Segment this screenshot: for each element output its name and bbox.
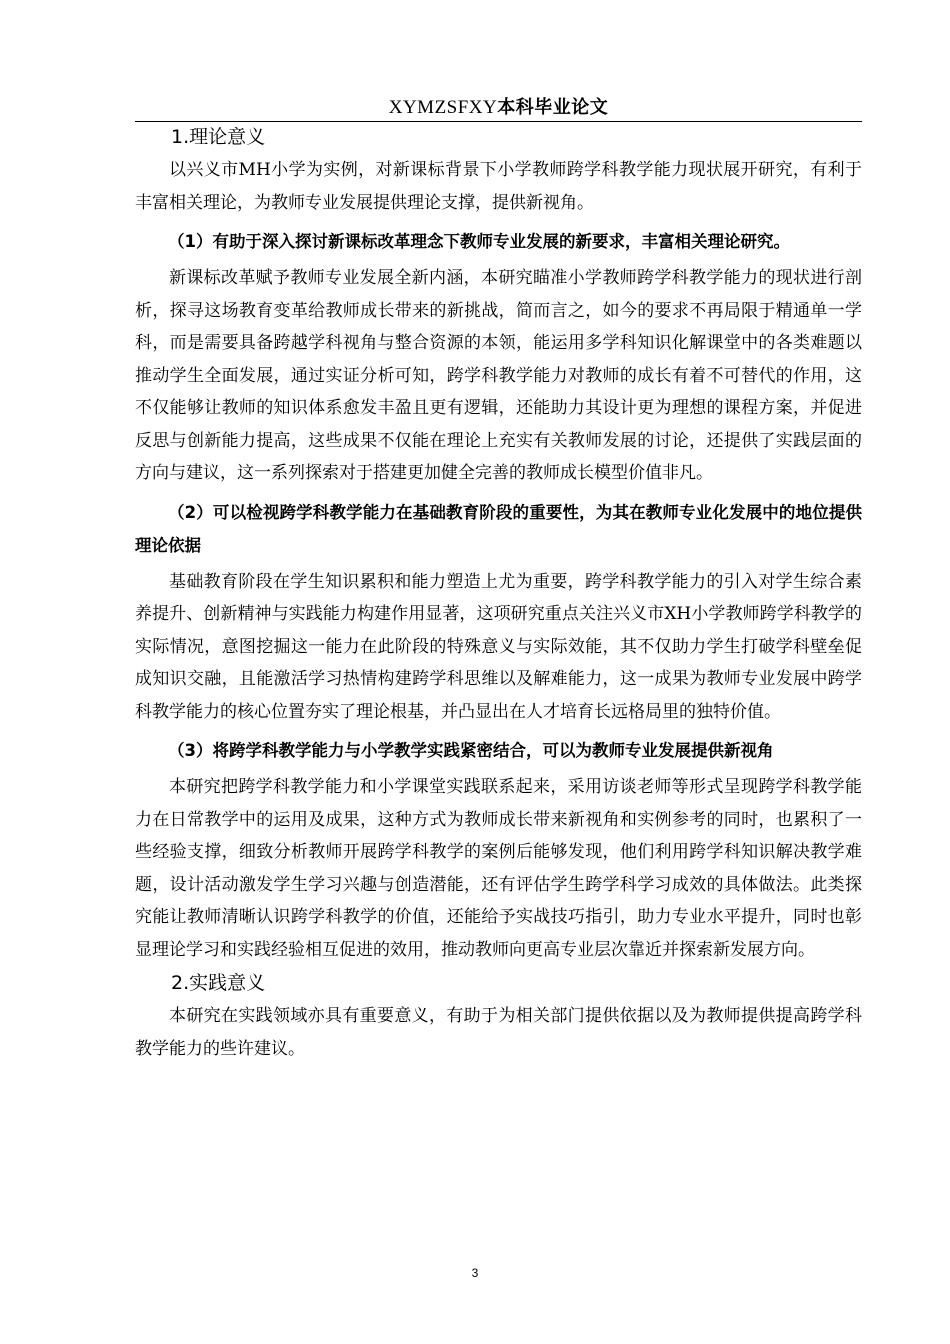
subheading-2: （2）可以检视跨学科教学能力在基础教育阶段的重要性，为其在教师专业化发展中的地位提供理论依据 bbox=[135, 502, 862, 555]
section-heading-practice: 2.实践意义 bbox=[171, 972, 266, 994]
header-title: 本科毕业论文 bbox=[497, 97, 609, 118]
subheading-1: （1）有助于深入探讨新课标改革理念下教师专业发展的新要求，丰富相关理论研究。 bbox=[168, 232, 790, 251]
body-content bbox=[135, 120, 862, 1065]
subheading-3: （3）将跨学科教学能力与小学教学实践紧密结合，可以为教师专业发展提供新视角 bbox=[168, 741, 774, 760]
paragraph-sub2: 基础教育阶段在学生知识累积和能力塑造上尤为重要，跨学科教学能力的引入对学生综合素养提升、创新精神与实践能力构建作用显著，这项研究重点关注兴义市XH小学教师跨学科教学的实际情况，意图挖掘这一能力在此阶段的特殊意义与实际效能，其不仅助力学生打破学科壁垒促成知识交融，且能激活学习热情构建跨学科思维以及解难能力，这一成果为教师专业发展中跨学科教学能力的核心位置夯实了理论根基，并凸显出在人才培育长远格局里的独特价值。 bbox=[135, 571, 862, 722]
header-code: XYMZSFXY bbox=[388, 97, 498, 118]
page-number: 3 bbox=[471, 1266, 479, 1280]
paragraph-sub3: 本研究把跨学科教学能力和小学课堂实践联系起来，采用访谈老师等形式呈现跨学科教学能力在日常教学中的运用及成果，这种方式为教师成长带来新视角和实例参考的同时，也累积了一些经验支撑，细致分析教师开展跨学科教学的案例后能够发现，他们利用跨学科知识解决教学难题，设计活动激发学生学习兴趣与创造潜能，还有评估学生跨学科学习成效的具体做法。此类探究能让教师清晰认识跨学科教学的价值，还能给予实战技巧指引，助力专业水平提升，同时也彰显理论学习和实践经验相互促进的效用，推动教师向更高专业层次靠近并探索新发展方向。 bbox=[135, 777, 862, 960]
paragraph-theory-intro: 以兴义市MH小学为实例，对新课标背景下小学教师跨学科教学能力现状展开研究，有利于丰富相关理论，为教师专业发展提供理论支撑，提供新视角。 bbox=[135, 160, 862, 213]
paragraph-sub1: 新课标改革赋予教师专业发展全新内涵，本研究瞄准小学教师跨学科教学能力的现状进行剖析，探寻这场教育变革给教师成长带来的新挑战，简而言之，如今的要求不再局限于精通单一学科，而是需要具备跨越学科视角与整合资源的本领，能运用多学科知识化解课堂中的各类难题以推动学生全面发展，通过实证分析可知，跨学科教学能力对教师的成长有着不可替代的作用，这不仅能够让教师的知识体系愈发丰盈且更有逻辑，还能助力其设计更为理想的课程方案，并促进反思与创新能力提高，这些成果不仅能在理论上充实有关教师发展的讨论，还提供了实践层面的方向与建议，这一系列探索对于搭建更加健全完善的教师成长模型价值非凡。 bbox=[135, 268, 862, 483]
section-heading-theory: 1.理论意义 bbox=[171, 126, 266, 148]
running-header bbox=[135, 95, 862, 122]
paragraph-practice: 本研究在实践领域亦具有重要意义，有助于为相关部门提供依据以及为教师提供提高跨学科教学能力的些许建议。 bbox=[135, 1006, 862, 1059]
